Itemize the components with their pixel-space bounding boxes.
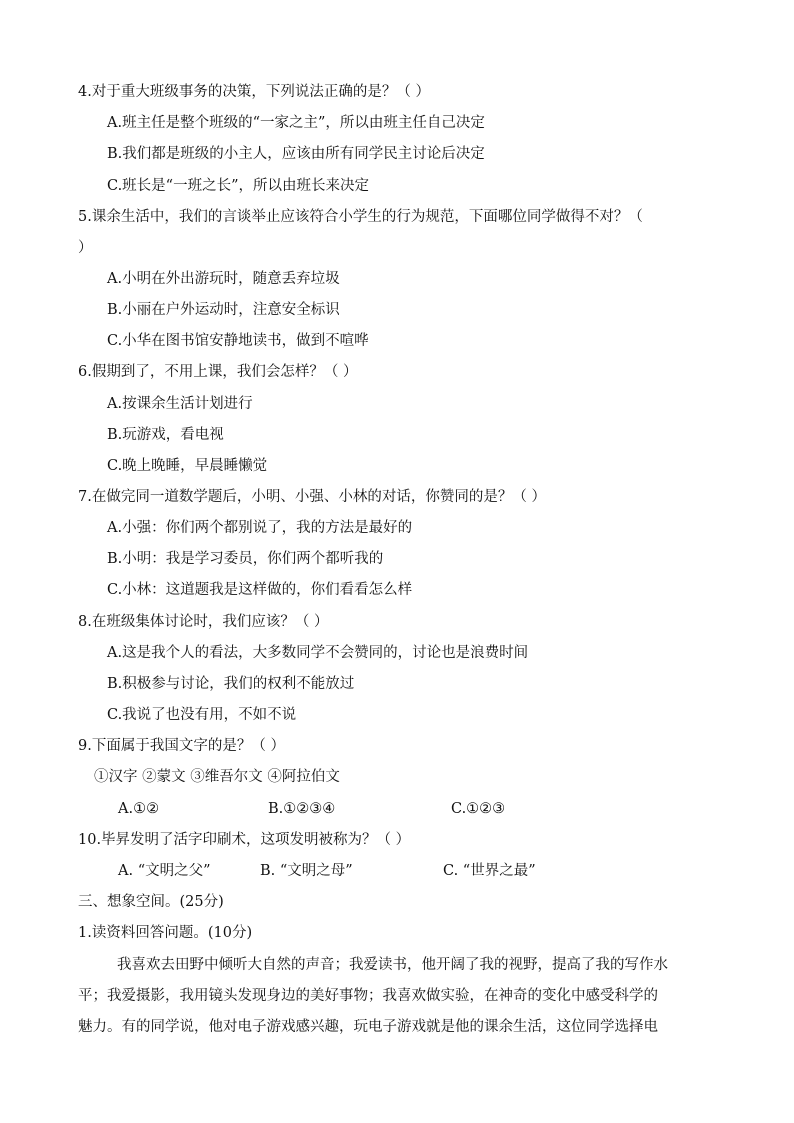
question-5-stem-line-1: 5.课余生活中，我们的言谈举止应该符合小学生的行为规范，下面哪位同学做得不对？（ — [78, 209, 643, 225]
question-6-stem: 6.假期到了，不用上课，我们会怎样？（ ） — [78, 364, 358, 380]
question-9-option-c: C.①②③ — [451, 801, 506, 817]
question-4-option-a: A.班主任是整个班级的“一家之主”，所以由班主任自己决定 — [107, 115, 485, 131]
question-4-stem: 4.对于重大班级事务的决策，下列说法正确的是？（ ） — [78, 84, 430, 100]
reading-paragraph-line-2: 平；我爱摄影，我用镜头发现身边的美好事物；我喜欢做实验，在神奇的变化中感受科学的 — [78, 988, 658, 1004]
question-4-option-c: C.班长是“一班之长”，所以由班长来决定 — [107, 178, 370, 194]
question-10-stem: 10.毕昇发明了活字印刷术，这项发明被称为？（ ） — [78, 832, 411, 848]
question-8-option-c: C.我说了也没有用，不如不说 — [107, 707, 297, 723]
reading-paragraph-line-3: 魅力。有的同学说，他对电子游戏感兴趣，玩电子游戏就是他的课余生活，这位同学选择电 — [78, 1019, 658, 1035]
question-10-option-b: B. “文明之母” — [260, 863, 353, 879]
question-9-items: ①汉字 ②蒙文 ③维吾尔文 ④阿拉伯文 — [94, 769, 340, 785]
question-7-option-c: C.小林：这道题我是这样做的，你们看看怎么样 — [107, 582, 413, 598]
question-10-option-c: C. “世界之最” — [443, 863, 536, 879]
question-7-stem: 7.在做完同一道数学题后，小明、小强、小林的对话，你赞同的是？（ ） — [78, 489, 546, 505]
question-5-option-a: A.小明在外出游玩时，随意丢弃垃圾 — [107, 271, 340, 287]
question-9-option-a: A.①② — [118, 801, 160, 817]
question-4-option-b: B.我们都是班级的小主人，应该由所有同学民主讨论后决定 — [107, 146, 485, 162]
question-6-option-b: B.玩游戏，看电视 — [107, 427, 224, 443]
question-5-option-c: C.小华在图书馆安静地读书，做到不喧哗 — [107, 333, 369, 349]
question-8-option-a: A.这是我个人的看法，大多数同学不会赞同的，讨论也是浪费时间 — [107, 645, 529, 661]
question-8-stem: 8.在班级集体讨论时，我们应该？（ ） — [78, 614, 329, 630]
question-7-option-b: B.小明：我是学习委员，你们两个都听我的 — [107, 551, 384, 567]
question-9-stem: 9.下面属于我国文字的是？（ ） — [78, 738, 285, 754]
question-9-option-b: B.①②③④ — [268, 801, 336, 817]
reading-paragraph-line-1: 我喜欢去田野中倾听大自然的声音；我爱读书，他开阔了我的视野，提高了我的写作水 — [117, 957, 668, 973]
section-3-question-1-stem: 1.读资料回答问题。(10分) — [78, 925, 253, 941]
question-6-option-a: A.按课余生活计划进行 — [107, 396, 253, 412]
question-5-option-b: B.小丽在户外运动时，注意安全标识 — [107, 302, 340, 318]
section-3-heading: 三、想象空间。(25分) — [78, 894, 224, 910]
question-6-option-c: C.晚上晚睡，早晨睡懒觉 — [107, 458, 268, 474]
question-7-option-a: A.小强：你们两个都别说了，我的方法是最好的 — [107, 520, 413, 536]
question-10-option-a: A. “文明之父” — [118, 863, 211, 879]
question-5-stem-line-2: ） — [78, 240, 93, 256]
question-8-option-b: B.积极参与讨论，我们的权利不能放过 — [107, 676, 355, 692]
